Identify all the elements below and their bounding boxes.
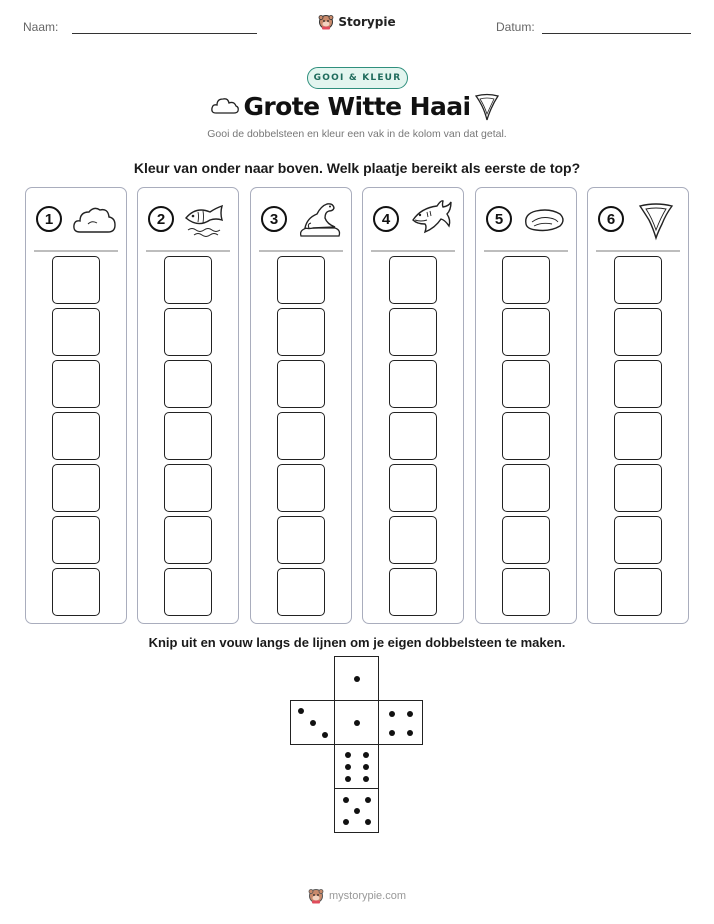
column-number: 4 [373,206,399,232]
color-cell[interactable] [389,516,437,564]
shark-icon [407,198,455,242]
die-face-1 [334,656,379,701]
date-label: Datum: [496,20,535,34]
die-pip [310,720,316,726]
color-cell[interactable] [502,568,550,616]
die-pip [354,720,360,726]
color-cell[interactable] [277,256,325,304]
color-cell[interactable] [614,568,662,616]
column-header [476,188,576,250]
column-number: 6 [598,206,624,232]
color-cell[interactable] [614,516,662,564]
color-cell[interactable] [614,412,662,460]
die-pip [363,752,369,758]
color-cell[interactable] [502,412,550,460]
column-1 [25,187,127,624]
color-cell[interactable] [164,360,212,408]
color-cell[interactable] [52,464,100,512]
color-cell[interactable] [614,360,662,408]
die-pip [389,730,395,736]
column-divider [484,250,568,252]
color-cell[interactable] [502,516,550,564]
column-number: 5 [486,206,512,232]
color-cell[interactable] [614,308,662,356]
column-5 [475,187,577,624]
color-cell[interactable] [52,360,100,408]
die-face-4 [378,700,423,745]
color-cell[interactable] [164,256,212,304]
color-cell[interactable] [52,308,100,356]
color-cell[interactable] [502,360,550,408]
color-cell[interactable] [164,516,212,564]
column-divider [34,250,118,252]
color-cell[interactable] [389,412,437,460]
dice-instruction: Knip uit en vouw langs de lijnen om je eigen dobbelsteen te maken. [148,635,566,650]
die-pip [407,730,413,736]
brand-name: Storypie [338,15,396,29]
name-line[interactable] [72,33,257,34]
color-cell[interactable] [389,308,437,356]
color-cell[interactable] [502,464,550,512]
brand-logo [0,14,714,30]
activity-badge: GOOI & KLEUR [307,67,408,89]
die-face-3 [290,700,335,745]
shark-tooth-icon [632,198,680,242]
die-pip [322,732,328,738]
die-face-1 [334,700,379,745]
column-header [138,188,238,250]
color-cell[interactable] [389,256,437,304]
die-pip [345,752,351,758]
color-cell[interactable] [502,308,550,356]
color-cell[interactable] [164,568,212,616]
die-face-5 [334,788,379,833]
meat-icon [520,198,568,242]
color-cell[interactable] [52,568,100,616]
storypie-mascot-icon [318,14,334,30]
cloud-icon [70,198,118,242]
die-pip [354,676,360,682]
page-subtitle: Gooi de dobbelsteen en kleur een vak in de kolom van dat getal. [207,128,507,140]
die-pip [365,797,371,803]
die-pip [389,711,395,717]
die-pip [298,708,304,714]
color-cell[interactable] [164,412,212,460]
color-cell[interactable] [389,568,437,616]
color-cell[interactable] [277,412,325,460]
storypie-mascot-icon [308,888,324,904]
footer [0,888,714,904]
column-4 [362,187,464,624]
color-cell[interactable] [389,464,437,512]
column-number: 1 [36,206,62,232]
die-pip [354,808,360,814]
color-cell[interactable] [277,516,325,564]
die-pip [343,819,349,825]
color-cell[interactable] [277,308,325,356]
name-label: Naam: [23,20,59,34]
shark-tooth-icon [474,92,500,122]
die-pip [365,819,371,825]
color-cell[interactable] [277,360,325,408]
die-pip [363,764,369,770]
die-pip [407,711,413,717]
color-cell[interactable] [614,464,662,512]
seal-icon [295,198,343,242]
column-header [588,188,688,250]
date-line[interactable] [542,33,691,34]
color-cell[interactable] [52,516,100,564]
instruction-prompt: Kleur van onder naar boven. Welk plaatje bereikt als eerste de top? [133,160,581,176]
column-number: 3 [261,206,287,232]
column-header [363,188,463,250]
column-divider [146,250,230,252]
fish-icon [182,198,230,242]
column-divider [371,250,455,252]
color-cell[interactable] [502,256,550,304]
color-cell[interactable] [164,464,212,512]
column-header [26,188,126,250]
column-divider [259,250,343,252]
column-2 [137,187,239,624]
color-cell[interactable] [614,256,662,304]
page-title: Grote Witte Haai [243,92,471,121]
color-cell[interactable] [52,256,100,304]
die-pip [343,797,349,803]
color-cell[interactable] [389,360,437,408]
color-cell[interactable] [277,568,325,616]
column-3 [250,187,352,624]
die-pip [345,776,351,782]
column-6 [587,187,689,624]
die-pip [345,764,351,770]
color-cell[interactable] [52,412,100,460]
column-header [251,188,351,250]
die-pip [363,776,369,782]
column-divider [596,250,680,252]
die-face-6 [334,744,379,789]
color-cell[interactable] [164,308,212,356]
column-number: 2 [148,206,174,232]
footer-url[interactable]: mystorypie.com [328,890,407,902]
color-cell[interactable] [277,464,325,512]
